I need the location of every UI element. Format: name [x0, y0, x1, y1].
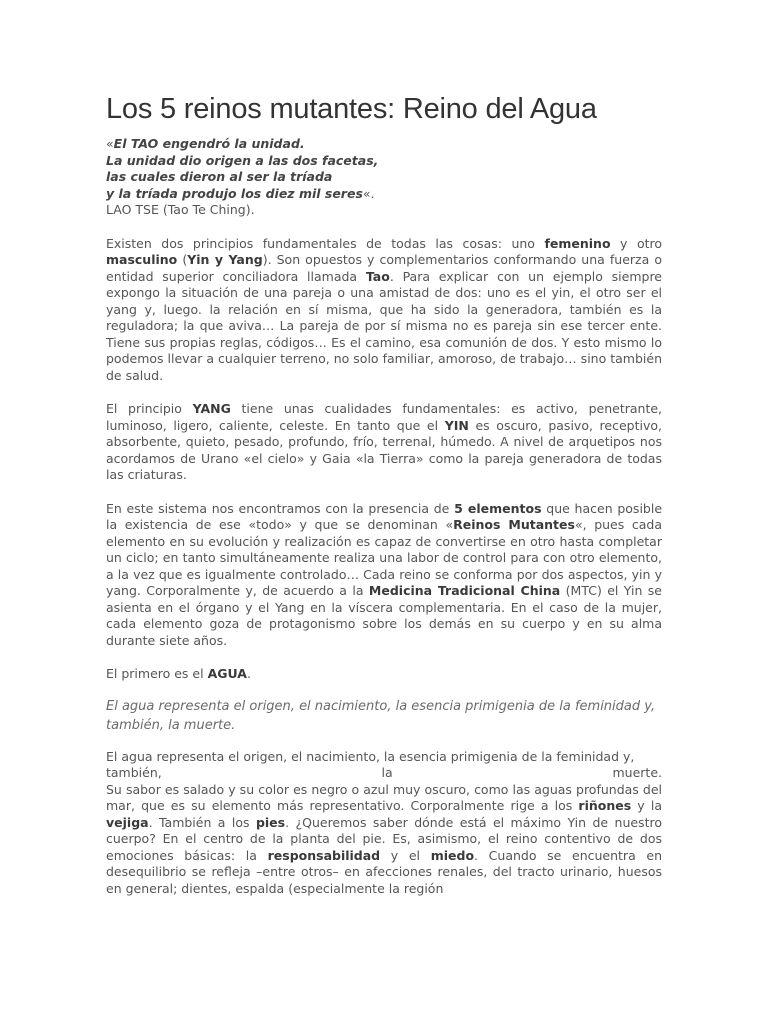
paragraph-water — [106, 749, 662, 898]
bold-term: YIN — [444, 417, 469, 433]
bold-term: Yin y Yang — [187, 252, 263, 267]
bold-term: AGUA — [207, 666, 247, 681]
quote-line-3: las cuales dieron al ser la tríada — [106, 169, 333, 184]
bold-term: femenino — [544, 235, 611, 251]
text-run: En este sistema nos encontramos con la presencia de — [106, 500, 455, 516]
text-run: es oscuro, pasivo, receptivo, absorbente, quieto, pesado, profundo, frío, terrenal, húmedo. A nivel de arquetipos nos acordamos de Urano «el cielo» y Gaia «la Tierra» como la pareja generadora de todas las criaturas. — [106, 417, 662, 482]
bold-term: masculino — [106, 252, 178, 267]
bold-term: miedo — [430, 847, 475, 863]
quote-line-4: y la tríada produjo los diez mil seres — [106, 185, 363, 201]
text-run: «, pues cada elemento en su evolución y realización es capaz de convertirse en otro hasta completar un ciclo; en tanto simultáneamente realiza una labor de control para con otro elemento, a la vez que es igualmente controlado… Cada reino se conforma por dos aspectos, yin y yang. Corporalmente y, de acuerdo a la — [106, 517, 662, 598]
quote-open-mark: « — [106, 136, 114, 151]
quote-close-mark: «. — [362, 185, 375, 201]
bold-term: riñones — [578, 798, 632, 813]
paragraph-yang-yin — [106, 401, 662, 484]
paragraph-five-elements — [106, 501, 662, 650]
text-run: ). Son opuestos y complementarios conformando una fuerza o entidad superior conciliadora llamada — [106, 252, 662, 284]
text-run: Existen dos principios fundamentales de todas las cosas: uno — [106, 235, 545, 251]
bold-term: responsabilidad — [267, 847, 381, 863]
text-run: . Para explicar con un ejemplo siempre expongo la situación de una pareja o una amistad de dos: uno es el yin, el otro ser el yang y, luego. la relación en sí misma, que ha sido la generadora, también es la reguladora; la que aviva… La pareja de por sí misma no es pareja sin ese tercer ente. Tiene sus propias reglas, códigos… Es el camino, esa comunión de dos. Y esto mismo lo podemos llevar a cualquier terreno, no solo familiar, amoroso, de trabajo… sino también de salud. — [106, 268, 662, 383]
quote-attribution: LAO TSE (Tao Te Ching). — [106, 202, 255, 217]
text-run: que hacen posible la existencia de ese «todo» y que se denominan « — [106, 500, 663, 532]
page-title: Los 5 reinos mutantes: Reino del Agua — [106, 93, 597, 125]
text-run: también, la muerte. — [106, 765, 662, 780]
text-run: El primero es el — [106, 666, 208, 681]
lead-excerpt: El agua representa el origen, el nacimiento, la esencia primigenia de la feminidad y, también, la muerte. — [106, 698, 656, 733]
text-run: (MTC) el Yin se asienta en el órgano y el Yang en la víscera complementaria. En el caso de la mujer, cada elemento goza de protagonismo sobre los demás en su cuerpo y en su alma durante siete años. — [106, 583, 662, 648]
paragraph-first-element — [106, 666, 662, 683]
text-run: Su sabor es salado y su color es negro o azul muy oscuro, como las aguas profundas del mar, que es su elemento más representativo. Corporalmente rige a los — [106, 781, 662, 813]
article — [106, 92, 662, 897]
text-run: ( — [177, 252, 188, 267]
quote-line-2: La unidad dio origen a las dos facetas, — [106, 152, 379, 168]
bold-term: vejiga — [106, 814, 149, 830]
text-run: El principio — [106, 401, 193, 416]
bold-term: pies — [255, 814, 286, 830]
bold-term: Reinos Mutantes — [453, 517, 575, 532]
bold-term: 5 elementos — [454, 500, 542, 516]
text-run: tiene unas cualidades fundamentales: es activo, penetrante, luminoso, ligero, caliente, celeste. En tanto que el — [106, 401, 663, 433]
text-run: y otro — [610, 235, 663, 251]
paragraph-principles — [106, 236, 662, 385]
text-run: . Cuando se encuentra en desequilibrio se refleja –entre otros– en afecciones renales, del tracto urinario, huesos en general; dientes, espalda (especialmente la región — [106, 847, 663, 896]
text-run: y el — [380, 847, 431, 863]
bold-term: Tao — [365, 268, 390, 284]
text-run: . — [246, 666, 251, 681]
epigraph-quote — [106, 136, 662, 219]
bold-term: Medicina Tradicional China — [368, 583, 561, 598]
quote-line-1: El TAO engendró la unidad. — [113, 136, 305, 151]
bold-term: YANG — [192, 401, 231, 416]
text-run: El agua representa el origen, el nacimiento, la esencia primigenia de la feminidad y, — [106, 748, 635, 764]
text-run: y la — [631, 798, 662, 813]
text-run: . También a los — [148, 814, 256, 830]
text-run: . ¿Queremos saber dónde está el máximo Yin de nuestro cuerpo? En el centro de la planta del pie. Es, asimismo, el reino contentivo de dos emociones básicas: la — [106, 814, 662, 863]
